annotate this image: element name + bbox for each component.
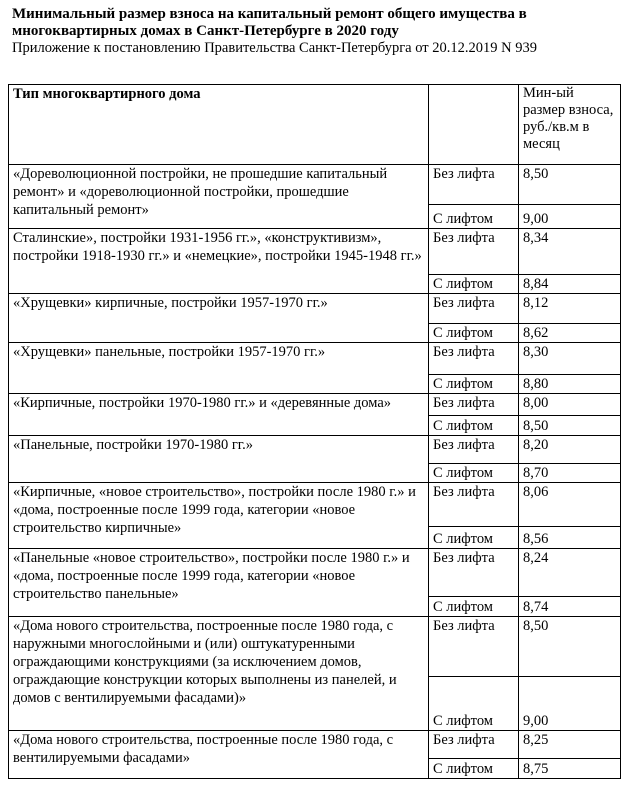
house-type-cell: «Хрущевки» панельные, постройки 1957-1970 гг.» [9,343,429,394]
table-row [9,549,621,597]
house-type-cell: «Кирпичные, «новое строительство», постройки после 1980 г.» и «дома, построенные после 1999 года, категории «новое строительство кирпичные» [9,483,429,549]
table-row [9,394,621,416]
lift-label-cell: Без лифта [429,343,519,375]
document-subtitle: Приложение к постановлению Правительства Санкт-Петербурга от 20.12.2019 N 939 [12,40,537,56]
lift-label-cell: С лифтом [429,759,519,779]
lift-label-cell: С лифтом [429,597,519,617]
rate-value-cell: 8,62 [519,324,621,343]
table-header-row [9,85,621,165]
table-row [9,483,621,527]
house-type-cell: «Дома нового строительства, построенные после 1980 года, с вентилируемыми фасадами» [9,731,429,779]
house-type-cell: «Панельные, постройки 1970-1980 гг.» [9,436,429,483]
rate-value-cell: 9,00 [519,677,621,731]
rate-value-cell: 9,00 [519,205,621,229]
rate-value-cell: 8,30 [519,343,621,375]
table-row [9,229,621,275]
table-row [9,343,621,375]
rate-value-cell: 8,24 [519,549,621,597]
lift-label-cell: С лифтом [429,527,519,549]
lift-label-cell: Без лифта [429,436,519,464]
table-row [9,436,621,464]
house-type-cell: «Панельные «новое строительство», постройки после 1980 г.» и «дома, построенные после 1999 года, категории «новое строительство панельные» [9,549,429,617]
lift-label-cell: С лифтом [429,464,519,483]
document-title-line-2: многоквартирных домах в Санкт-Петербурге в 2020 году [12,23,399,39]
lift-label-cell: Без лифта [429,394,519,416]
lift-label-cell: С лифтом [429,677,519,731]
rate-value-cell: 8,80 [519,375,621,394]
lift-label-cell: С лифтом [429,205,519,229]
table-row [9,617,621,677]
house-type-cell: «Хрущевки» кирпичные, постройки 1957-1970 гг.» [9,294,429,343]
column-header-rate: Мин-ый размер взноса, руб./кв.м в месяц [519,85,621,165]
table-row [9,731,621,759]
lift-label-cell: Без лифта [429,617,519,677]
column-header-type: Тип многоквартирного дома [9,85,429,165]
rate-value-cell: 8,50 [519,416,621,436]
lift-label-cell: Без лифта [429,294,519,324]
rate-value-cell: 8,25 [519,731,621,759]
table-row [9,165,621,205]
lift-label-cell: С лифтом [429,375,519,394]
house-type-cell: «Дома нового строительства, построенные после 1980 года, с наружными многослойными и (или) оштукатуренными ограждающими конструкциями (за исключением домов, ограждающие конструкции которых выполнены из панелей, и домов с вентилируемыми фасадами)» [9,617,429,731]
rates-table [8,84,621,779]
rate-value-cell: 8,12 [519,294,621,324]
rate-value-cell: 8,06 [519,483,621,527]
lift-label-cell: С лифтом [429,416,519,436]
house-type-cell: «Дореволюционной постройки, не прошедшие капитальный ремонт» и «дореволюционной постройки, прошедшие капитальный ремонт» [9,165,429,229]
rate-value-cell: 8,50 [519,165,621,205]
document-header [12,6,622,57]
table-row [9,294,621,324]
lift-label-cell: Без лифта [429,483,519,527]
rate-value-cell: 8,74 [519,597,621,617]
house-type-cell: Сталинские», постройки 1931-1956 гг.», «конструктивизм», постройки 1918-1930 гг.» и «немецкие», постройки 1945-1948 гг.» [9,229,429,294]
rate-value-cell: 8,00 [519,394,621,416]
lift-label-cell: С лифтом [429,275,519,294]
rate-value-cell: 8,84 [519,275,621,294]
lift-label-cell: Без лифта [429,549,519,597]
column-header-empty [429,85,519,165]
lift-label-cell: Без лифта [429,165,519,205]
house-type-cell: «Кирпичные, постройки 1970-1980 гг.» и «деревянные дома» [9,394,429,436]
lift-label-cell: Без лифта [429,229,519,275]
rate-value-cell: 8,70 [519,464,621,483]
rate-value-cell: 8,20 [519,436,621,464]
lift-label-cell: С лифтом [429,324,519,343]
rate-value-cell: 8,34 [519,229,621,275]
rate-value-cell: 8,56 [519,527,621,549]
rate-value-cell: 8,50 [519,617,621,677]
document-title-line-1: Минимальный размер взноса на капитальный ремонт общего имущества в [12,6,527,22]
rate-value-cell: 8,75 [519,759,621,779]
lift-label-cell: Без лифта [429,731,519,759]
